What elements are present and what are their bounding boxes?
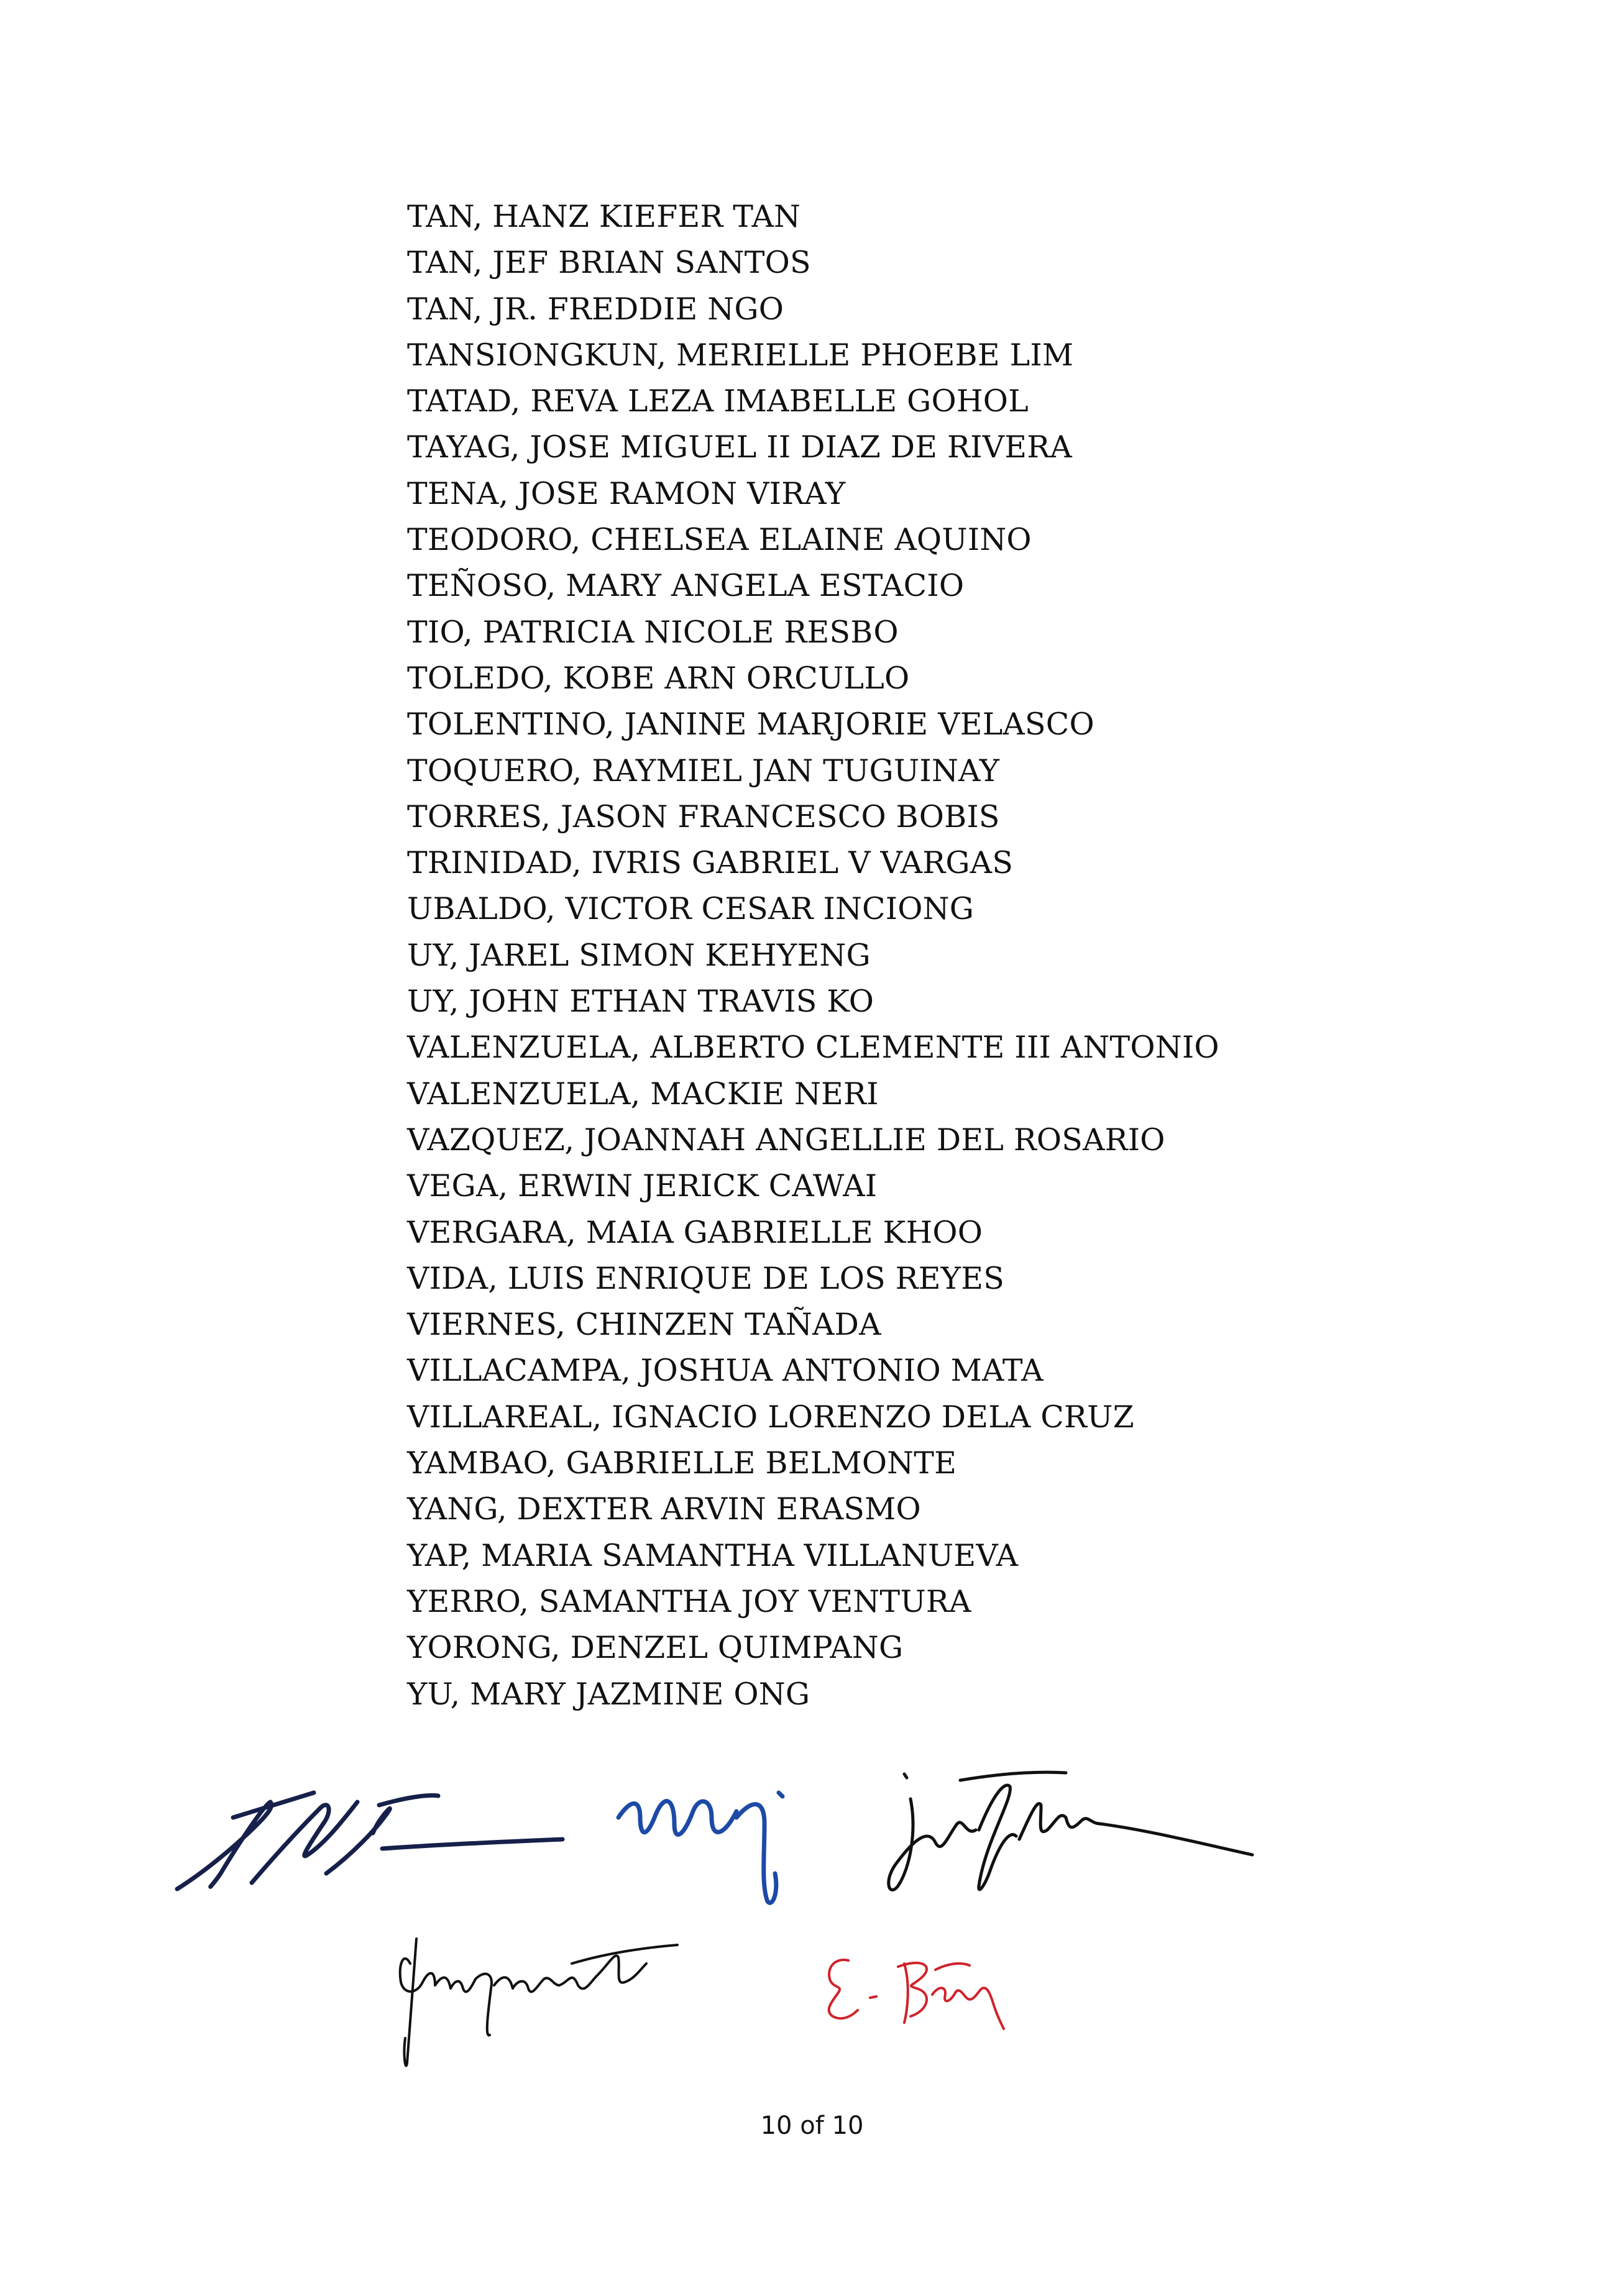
- name-list-item: TOLEDO, KOBE ARN ORCULLO: [407, 660, 910, 696]
- name-list-item: YAP, MARIA SAMANTHA VILLANUEVA: [407, 1537, 1019, 1573]
- signature-1: [165, 1774, 575, 1898]
- name-list-item: VIERNES, CHINZEN TAÑADA: [407, 1307, 881, 1343]
- name-list-item: YANG, DEXTER ARVIN ERASMO: [407, 1491, 921, 1527]
- name-list-item: TEODORO, CHELSEA ELAINE AQUINO: [407, 522, 1032, 558]
- name-list-item: TOLENTINO, JANINE MARJORIE VELASCO: [407, 707, 1094, 743]
- name-list-item: TAYAG, JOSE MIGUEL II DIAZ DE RIVERA: [407, 429, 1072, 465]
- name-list-item: UY, JOHN ETHAN TRAVIS KO: [407, 984, 874, 1020]
- name-list-item: YU, MARY JAZMINE ONG: [407, 1676, 810, 1712]
- name-list-item: UBALDO, VICTOR CESAR INCIONG: [407, 891, 975, 927]
- name-list-item: YERRO, SAMANTHA JOY VENTURA: [407, 1583, 971, 1619]
- name-list-item: TORRES, JASON FRANCESCO BOBIS: [407, 798, 1000, 835]
- signature-4: [385, 1926, 684, 2075]
- name-list-item: YORONG, DENZEL QUIMPANG: [407, 1630, 904, 1666]
- name-list-item: TAN, JR. FREDDIE NGO: [407, 291, 784, 327]
- name-list-item: VAZQUEZ, JOANNAH ANGELLIE DEL ROSARIO: [407, 1122, 1165, 1158]
- page-number: 10 of 10: [760, 2111, 864, 2140]
- name-list-item: VALENZUELA, ALBERTO CLEMENTE III ANTONIO: [407, 1030, 1219, 1066]
- name-list: [407, 194, 1219, 1717]
- name-list-item: YAMBAO, GABRIELLE BELMONTE: [407, 1445, 957, 1481]
- name-list-item: VILLACAMPA, JOSHUA ANTONIO MATA: [407, 1353, 1044, 1389]
- name-list-item: TATAD, REVA LEZA IMABELLE GOHOL: [407, 383, 1029, 419]
- name-list-item: TAN, JEF BRIAN SANTOS: [407, 245, 811, 281]
- name-list-item: TAN, HANZ KIEFER TAN: [407, 199, 801, 234]
- signature-2: [612, 1780, 830, 1911]
- name-list-item: TEÑOSO, MARY ANGELA ESTACIO: [407, 568, 965, 604]
- name-list-item: TRINIDAD, IVRIS GABRIEL V VARGAS: [407, 845, 1014, 881]
- name-list-item: VILLAREAL, IGNACIO LORENZO DELA CRUZ: [407, 1399, 1134, 1435]
- name-list-item: TENA, JOSE RAMON VIRAY: [407, 475, 846, 511]
- name-list-item: TANSIONGKUN, MERIELLE PHOEBE LIM: [407, 337, 1074, 373]
- name-list-item: VEGA, ERWIN JERICK CAWAI: [407, 1168, 878, 1204]
- signature-5: [817, 1948, 1016, 2035]
- name-list-item: TOQUERO, RAYMIEL JAN TUGUINAY: [407, 752, 1000, 789]
- name-list-item: VERGARA, MAIA GABRIELLE KHOO: [407, 1214, 983, 1250]
- signature-3: [886, 1762, 1259, 1905]
- name-list-item: UY, JAREL SIMON KEHYENG: [407, 937, 871, 973]
- name-list-item: VALENZUELA, MACKIE NERI: [407, 1076, 879, 1112]
- name-list-item: TIO, PATRICIA NICOLE RESBO: [407, 614, 899, 650]
- name-list-item: VIDA, LUIS ENRIQUE DE LOS REYES: [407, 1260, 1004, 1296]
